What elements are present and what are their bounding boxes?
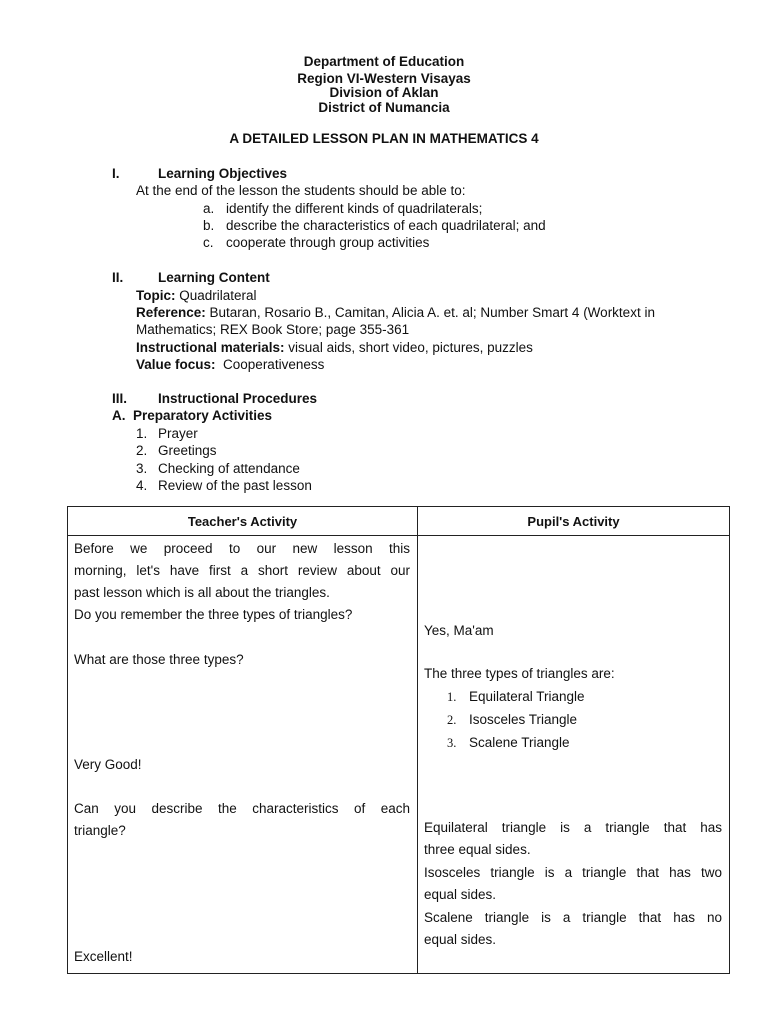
reference-line: [136, 305, 722, 320]
pupil-line: Scalene triangle is a triangle that has no: [424, 910, 722, 925]
objective-c: cooperate through group activities: [226, 235, 430, 250]
header-department: Department of Education: [303, 54, 465, 69]
activity-table: [67, 506, 730, 974]
pupil-line: three equal sides.: [424, 842, 531, 857]
objective-a: identify the different kinds of quadrilaterals;: [226, 201, 483, 216]
value-focus-line: [136, 357, 324, 372]
materials-value: visual aids, short video, pictures, puzzles: [284, 340, 533, 355]
topic-label: Topic:: [136, 288, 176, 303]
header-region: Region VI-Western Visayas: [297, 71, 471, 86]
procedure-item-3: Checking of attendance: [158, 461, 300, 476]
teacher-line: Very Good!: [74, 757, 142, 772]
value-focus-label: Value focus:: [136, 357, 216, 372]
table-row: [68, 536, 730, 974]
reference-value-1: Butaran, Rosario B., Camitan, Alicia A. et. al; Number Smart 4 (Worktext in: [205, 305, 655, 320]
pupil-line: equal sides.: [424, 887, 497, 902]
pupil-list-marker: 2.: [447, 713, 457, 727]
pupil-activity-header: Pupil's Activity: [418, 507, 730, 536]
materials-label: Instructional materials:: [136, 340, 285, 355]
header-division: Division of Aklan: [329, 85, 439, 100]
objective-b: describe the characteristics of each quadrilateral; and: [226, 218, 546, 233]
pupil-line: Equilateral triangle is a triangle that has: [424, 820, 722, 835]
header-district: District of Numancia: [318, 100, 450, 115]
document-title: A DETAILED LESSON PLAN IN MATHEMATICS 4: [229, 131, 539, 146]
materials-line: [136, 340, 533, 355]
pupil-list-item: Scalene Triangle: [469, 735, 570, 750]
objective-marker-b: b.: [203, 218, 215, 233]
reference-label: Reference:: [136, 305, 206, 320]
pupil-list-marker: 1.: [447, 690, 457, 704]
pupil-line: Isosceles triangle is a triangle that has two: [424, 865, 722, 880]
teacher-line: Can you describe the characteristics of each: [74, 801, 410, 816]
table-header-row: [68, 507, 730, 536]
pupil-list-marker: 3.: [447, 736, 457, 750]
section3-heading: Instructional Procedures: [158, 391, 318, 406]
pupil-list-item: Isosceles Triangle: [469, 712, 578, 727]
section3-subheading: A. Preparatory Activities: [112, 408, 273, 423]
pupil-activity-cell: [418, 536, 730, 974]
section2-heading: Learning Content: [158, 270, 270, 285]
pupil-line: equal sides.: [424, 932, 497, 947]
teacher-line: morning, let's have first a short review about our: [74, 563, 410, 578]
teacher-line: past lesson which is all about the triangles.: [74, 585, 330, 600]
pupil-line: Yes, Ma'am: [424, 623, 494, 638]
teacher-activity-header: Teacher's Activity: [68, 507, 418, 536]
procedure-item-4: Review of the past lesson: [158, 478, 312, 493]
procedure-marker-1: 1.: [136, 426, 148, 441]
teacher-activity-cell: [68, 536, 418, 974]
pupil-list-item: Equilateral Triangle: [469, 689, 585, 704]
procedure-item-1: Prayer: [158, 426, 198, 441]
value-focus-value: Cooperativeness: [215, 357, 325, 372]
procedure-item-2: Greetings: [158, 443, 217, 458]
section1-heading: Learning Objectives: [158, 166, 288, 181]
teacher-line: Before we proceed to our new lesson this: [74, 541, 410, 556]
section2-numeral: II.: [112, 270, 124, 285]
reference-value-2: Mathematics; REX Book Store; page 355-361: [136, 322, 410, 337]
pupil-line: The three types of triangles are:: [424, 666, 615, 681]
objective-marker-a: a.: [203, 201, 215, 216]
section1-intro: At the end of the lesson the students should be able to:: [136, 183, 466, 198]
section1-numeral: I.: [112, 166, 120, 181]
procedure-marker-4: 4.: [136, 478, 148, 493]
teacher-line: triangle?: [74, 823, 126, 838]
procedure-marker-2: 2.: [136, 443, 148, 458]
topic-value: Quadrilateral: [175, 288, 257, 303]
teacher-line: What are those three types?: [74, 652, 244, 667]
section3-numeral: III.: [112, 391, 128, 406]
teacher-line: Do you remember the three types of triangles?: [74, 607, 353, 622]
procedure-marker-3: 3.: [136, 461, 148, 476]
objective-marker-c: c.: [203, 235, 214, 250]
topic-line: [136, 288, 257, 303]
teacher-line: Excellent!: [74, 949, 133, 964]
